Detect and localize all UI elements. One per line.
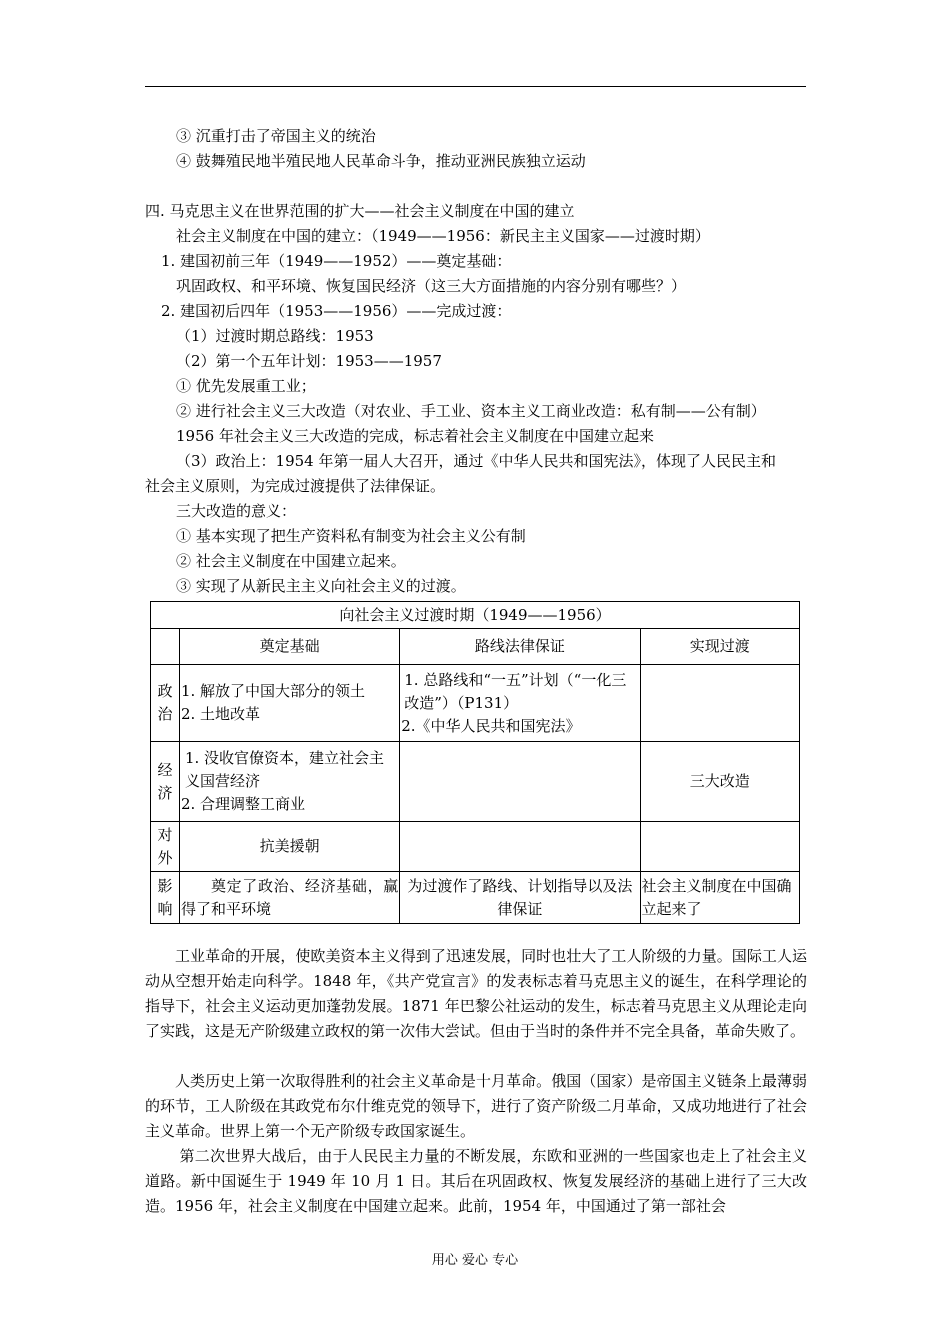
item-2: 2. 建国初后四年（1953——1956）——完成过渡： <box>161 302 512 320</box>
header-blank <box>151 629 180 665</box>
table-header-row <box>151 629 800 665</box>
row-label-politics: 政治 <box>151 665 180 742</box>
politics-legal <box>400 665 640 742</box>
foreign-foundation: 抗美援朝 <box>179 822 399 872</box>
economy-legal <box>400 742 640 822</box>
paragraph-post-war: 第二次世界大战后，由于人民民主力量的不断发展，东欧和亚洲的一些国家也走上了社会主义道路。新中国诞生于 1949 年 10 月 1 日。其后在巩固政权、恢复发展经济的基础上进行了三大改造。1956 年，社会主义制度在中国建立起来。此前，1954 年，中国通过了第一部社会 <box>145 1147 807 1215</box>
table-row <box>151 665 800 742</box>
table-title-row <box>151 602 800 629</box>
table-title: 向社会主义过渡时期（1949——1956） <box>151 602 800 629</box>
header-foundation: 奠定基础 <box>179 629 399 665</box>
item-1: 1. 建国初前三年（1949——1952）——奠定基础： <box>161 252 512 270</box>
economy-foundation-2: 2. 合理调整工商业 <box>180 795 306 813</box>
foreign-legal <box>400 822 640 872</box>
table-row <box>151 822 800 872</box>
transition-table <box>150 601 800 924</box>
row-label-impact: 影响 <box>151 872 180 924</box>
point-4: ④ 鼓舞殖民地半殖民地人民革命斗争，推动亚洲民族独立运动 <box>176 152 586 170</box>
table-row <box>151 742 800 822</box>
sub-2-conclusion: 1956 年社会主义三大改造的完成，标志着社会主义制度在中国建立起来 <box>176 427 654 445</box>
header-rule <box>145 86 806 87</box>
politics-transition <box>640 665 799 742</box>
sub-3-line-1: （3）政治上：1954 年第一届人大召开，通过《中华人民共和国宪法》，体现了人民民主和 <box>176 452 776 470</box>
sub-1: （1）过渡时期总路线：1953 <box>176 327 374 345</box>
sub-2-point-1: ① 优先发展重工业； <box>176 377 316 395</box>
page-footer: 用心 爱心 专心 <box>431 1253 519 1268</box>
paragraph-october-revolution: 人类历史上第一次取得胜利的社会主义革命是十月革命。俄国（国家）是帝国主义链条上最薄弱的环节，工人阶级在其政党布尔什维克党的领导下，进行了资产阶级二月革命，又成功地进行了社会主义革命。世界上第一个无产阶级专政国家诞生。 <box>145 1072 807 1140</box>
foreign-transition <box>640 822 799 872</box>
politics-foundation <box>179 665 399 742</box>
point-3: ③ 沉重打击了帝国主义的统治 <box>176 127 376 145</box>
politics-foundation-1: 1. 解放了中国大部分的领土 <box>180 682 366 700</box>
sub-2: （2）第一个五年计划：1953——1957 <box>176 352 442 370</box>
header-transition: 实现过渡 <box>640 629 799 665</box>
row-label-economy: 经济 <box>151 742 180 822</box>
section-intro: 社会主义制度在中国的建立：（1949——1956：新民主主义国家——过渡时期） <box>176 227 710 245</box>
impact-foundation: 奠定了政治、经济基础，赢得了和平环境 <box>179 872 399 924</box>
sub-2-point-2: ② 进行社会主义三大改造（对农业、手工业、资本主义工商业改造：私有制——公有制） <box>176 402 766 420</box>
economy-transition: 三大改造 <box>640 742 799 822</box>
section-heading: 四. 马克思主义在世界范围的扩大——社会主义制度在中国的建立 <box>145 202 575 220</box>
sub-3-line-2: 社会主义原则，为完成过渡提供了法律保证。 <box>145 477 446 495</box>
economy-foundation-1: 1. 没收官僚资本，建立社会主义国营经济 <box>184 749 385 790</box>
impact-transition: 社会主义制度在中国确立起来了 <box>640 872 799 924</box>
item-1-detail: 巩固政权、和平环境、恢复国民经济（这三大方面措施的内容分别有哪些？） <box>176 277 687 295</box>
meaning-1: ① 基本实现了把生产资料私有制变为社会主义公有制 <box>176 527 526 545</box>
meaning-heading: 三大改造的意义： <box>176 502 297 520</box>
economy-foundation <box>179 742 399 822</box>
politics-legal-1: 1. 总路线和“一五”计划（“一化三改造”）（P131） <box>404 670 627 712</box>
header-legal: 路线法律保证 <box>400 629 640 665</box>
impact-legal: 为过渡作了路线、计划指导以及法律保证 <box>400 872 640 924</box>
row-label-foreign: 对外 <box>151 822 180 872</box>
table-row <box>151 872 800 924</box>
paragraph-industrial-revolution: 工业革命的开展，使欧美资本主义得到了迅速发展，同时也壮大了工人阶级的力量。国际工人运动从空想开始走向科学。1848 年，《共产党宣言》的发表标志着马克思主义的诞生，在科学理论的指导下，社会主义运动更加蓬勃发展。1871 年巴黎公社运动的发生，标志着马克思主义从理论走向了实践，这是无产阶级建立政权的第一次伟大尝试。但由于当时的条件并不完全具备，革命失败了。 <box>145 947 807 1040</box>
politics-foundation-2: 2. 土地改革 <box>180 705 261 723</box>
meaning-2: ② 社会主义制度在中国建立起来。 <box>176 552 406 570</box>
politics-legal-2: 2.《中华人民共和国宪法》 <box>401 716 581 735</box>
meaning-3: ③ 实现了从新民主主义向社会主义的过渡。 <box>176 577 466 595</box>
